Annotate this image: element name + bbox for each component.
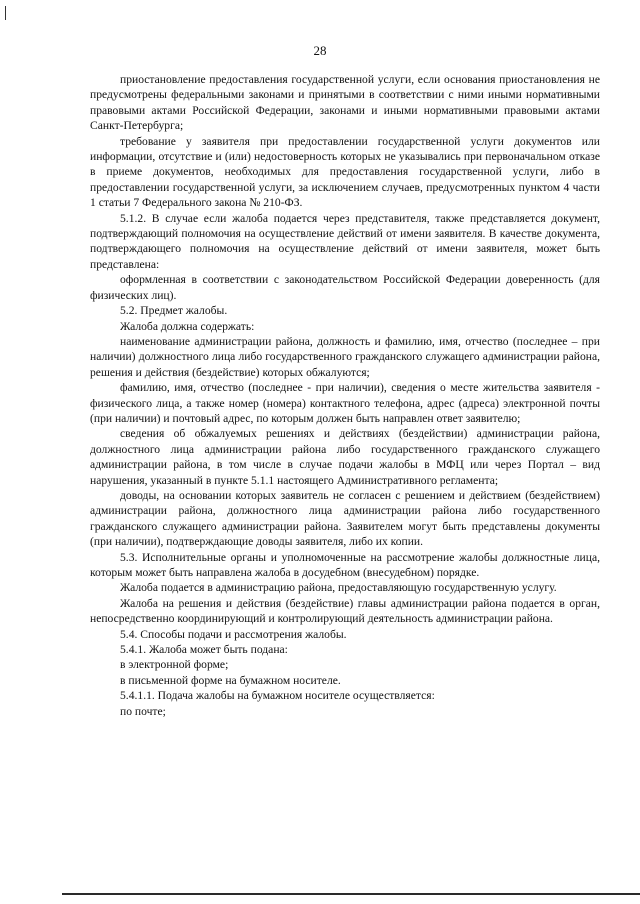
section-heading: 5.2. Предмет жалобы. (120, 304, 228, 318)
paragraph: 5.4.1.1. Подача жалобы на бумажном носителе осуществляется: (120, 689, 435, 703)
document-body (90, 72, 600, 719)
section-heading: 5.4. Способы подачи и рассмотрения жалобы. (120, 627, 347, 641)
paragraph: оформленная в соответствии с законодательством Российской Федерации доверенность (для физических лиц). (90, 273, 600, 302)
scan-margin-mark (5, 6, 6, 20)
paragraph: доводы, на основании которых заявитель не согласен с решением и действием (бездействием) администрации района, должностного лица администрации района либо государственного гражданского служащего администрации района. Заявителем могут быть представлены документы (при наличии), подтверждающие доводы заявителя, либо их копии. (90, 488, 600, 549)
paragraph: по почте; (120, 704, 166, 718)
paragraph: Жалоба должна содержать: (120, 319, 255, 333)
paragraph: сведения об обжалуемых решениях и действиях (бездействии) администрации района, должностного лица администрации района либо государственного гражданского служащего администрации района, в том числе в случае подачи жалобы в МФЦ или через Портал – вид нарушения, указанный в пункте 5.1.1 настоящего Административного регламента; (90, 427, 600, 487)
section-heading: 5.3. Исполнительные органы и уполномоченные на рассмотрение жалобы должностные лица, которым может быть направлена жалоба в досудебном (внесудебном) порядке. (90, 550, 600, 579)
paragraph: фамилию, имя, отчество (последнее - при наличии), сведения о месте жительства заявителя - физического лица, а также номер (номера) контактного телефона, адрес (адреса) электронной почты (при наличии) и почтовый адрес, по которым должен быть направлен ответ заявителю; (90, 381, 600, 425)
paragraph: наименование администрации района, должность и фамилию, имя, отчество (последнее – при наличии) должностного лица либо государственного гражданского служащего администрации района, решения и действия (бездействие) которых обжалуются; (90, 334, 600, 379)
paragraph: Жалоба подается в администрацию района, предоставляющую государственную услугу. (120, 581, 557, 595)
page-number: 28 (313, 43, 327, 58)
paragraph: 5.1.2. В случае если жалоба подается через представителя, также представляется документ, подтверждающий полномочия на осуществление действий от имени заявителя. В качестве документа, подтверждающего полномочия на осуществление действий от имени заявителя, может быть представлена: (90, 211, 600, 271)
paragraph: в электронной форме; (120, 658, 229, 672)
scan-bottom-edge (62, 893, 640, 895)
paragraph: в письменной форме на бумажном носителе. (120, 673, 341, 687)
paragraph: Жалоба на решения и действия (бездействие) главы администрации района подается в орган, непосредственно координирующий и контролирующий деятельность администрации района. (90, 596, 600, 626)
paragraph: требование у заявителя при предоставлении государственной услуги документов или информации, отсутствие и (или) недостоверность которых не указывались при первоначальном отказе в приеме документов, необходимых для предоставления государственной услуги, либо в предоставлении государственной услуги, за исключением случаев, предусмотренных пунктом 4 части 1 статьи 7 Федерального закона № 210-ФЗ. (90, 134, 600, 210)
paragraph: 5.4.1. Жалоба может быть подана: (120, 643, 288, 657)
paragraph: приостановление предоставления государственной услуги, если основания приостановления не предусмотрены федеральными законами и принятыми в соответствии с ними иными нормативными правовыми актами Российской Федерации, законами и иными нормативными правовыми актами Санкт-Петербурга; (90, 73, 600, 133)
